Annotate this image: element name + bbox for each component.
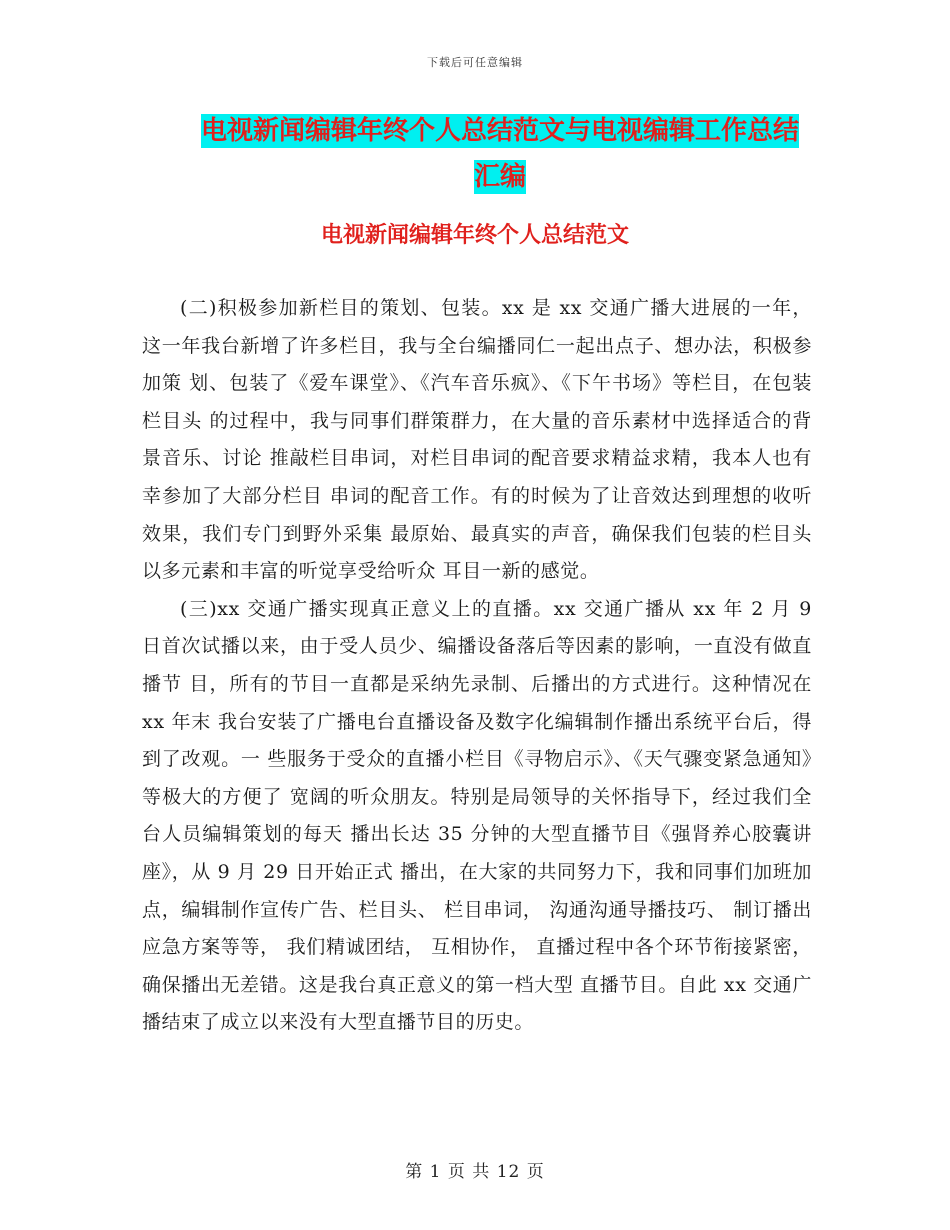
paragraph-2: (三)xx 交通广播实现真正意义上的直播。xx 交通广播从 xx 年 2 月 9 日首次试播以来，由于受人员少、编播设备落后等因素的影响，一直没有做直播节 目，所有的节目一直都是采纳先录制、后播出的方式进行。这种情况在 xx 年末 我台安装了广播电台直播设备及数字化编辑制作播出系统平台后，得到了改观。一 些服务于受众的直播小栏目《寻物启示》、《天气骤变紧急通知》等极大的方便了 宽阔的听众朋友。特别是局领导的关怀指导下，经过我们全台人员编辑策划的每天 播出长达 35 分钟的大型直播节目《强肾养心胶囊讲座》，从 9 月 29 日开始正式 播出，在大家的共同努力下，我和同事们加班加点，编辑制作宣传广告、栏目头、 栏目串词， 沟通沟通导播技巧、 制订播出应急方案等等， 我们精诚团结， 互相协作， 直播过程中各个环节衔接紧密，确保播出无差错。这是我台真正意义的第一档大型 直播节目。自此 xx 交通广播结束了成立以来没有大型直播节目的历史。	[142, 597, 812, 1034]
title-line-1: 电视新闻编辑年终个人总结范文与电视编辑工作总结	[200, 116, 799, 146]
page-footer: 第 1 页 共 12 页	[405, 1162, 545, 1182]
paragraph-1: (二)积极参加新栏目的策划、包装。xx 是 xx 交通广播大进展的一年， 这一年我台新增了许多栏目，我与全台编播同仁一起出点子、想办法，积极参加策 划、包装了《爱车课堂》、《汽车音乐疯》、《下午书场》等栏目，在包装栏目头 的过程中，我与同事们群策群力，在大量的音乐素材中选择适合的背景音乐、讨论 推敲栏目串词，对栏目串词的配音要求精益求精，我本人也有幸参加了大部分栏目 串词的配音工作。有的时候为了让音效达到理想的收听效果，我们专门到野外采集 最原始、最真实的声音，确保我们包装的栏目头以多元素和丰富的听觉享受给听众 耳目一新的感觉。	[142, 297, 812, 583]
title-line-2: 汇编	[473, 162, 526, 192]
document-title	[140, 108, 860, 200]
section-title: 电视新闻编辑年终个人总结范文	[320, 223, 629, 248]
header-note: 下载后可任意编辑	[427, 56, 523, 69]
document-body	[142, 290, 812, 1042]
